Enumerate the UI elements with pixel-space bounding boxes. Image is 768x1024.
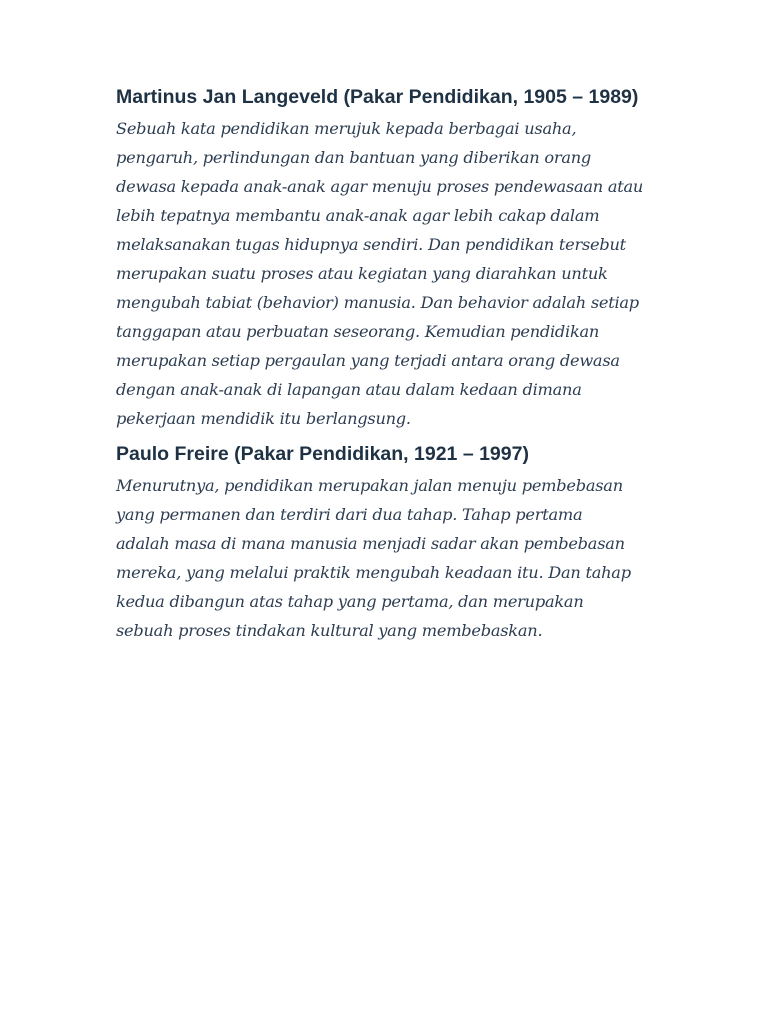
paragraph-line: pekerjaan mendidik itu berlangsung.: [116, 409, 411, 428]
section-heading: Martinus Jan Langeveld (Pakar Pendidikan, 1905 – 1989): [116, 86, 639, 108]
paragraph-line: dewasa kepada anak-anak agar menuju proses pendewasaan atau: [116, 177, 644, 196]
section-freire: [116, 441, 656, 645]
section-heading: Paulo Freire (Pakar Pendidikan, 1921 – 1997): [116, 443, 529, 465]
paragraph-line: mengubah tabiat (behavior) manusia. Dan behavior adalah setiap: [116, 293, 639, 312]
paragraph-line: lebih tepatnya membantu anak-anak agar lebih cakap dalam: [116, 206, 600, 225]
paragraph-line: Sebuah kata pendidikan merujuk kepada berbagai usaha,: [116, 119, 577, 138]
paragraph-line: mereka, yang melalui praktik mengubah keadaan itu. Dan tahap: [116, 563, 631, 582]
paragraph-line: melaksanakan tugas hidupnya sendiri. Dan pendidikan tersebut: [116, 235, 626, 254]
paragraph-line: kedua dibangun atas tahap yang pertama, dan merupakan: [116, 592, 584, 611]
paragraph-line: adalah masa di mana manusia menjadi sadar akan pembebasan: [116, 534, 625, 553]
document-page: [116, 84, 656, 645]
section-langeveld: [116, 84, 656, 433]
paragraph-line: yang permanen dan terdiri dari dua tahap. Tahap pertama: [116, 505, 583, 524]
paragraph-line: sebuah proses tindakan kultural yang membebaskan.: [116, 621, 543, 640]
section-paragraph: [116, 471, 656, 645]
paragraph-line: Menurutnya, pendidikan merupakan jalan menuju pembebasan: [116, 476, 623, 495]
paragraph-line: pengaruh, perlindungan dan bantuan yang diberikan orang: [116, 148, 592, 167]
paragraph-line: tanggapan atau perbuatan seseorang. Kemudian pendidikan: [116, 322, 600, 341]
paragraph-line: merupakan setiap pergaulan yang terjadi antara orang dewasa: [116, 351, 620, 370]
paragraph-line: dengan anak-anak di lapangan atau dalam kedaan dimana: [116, 380, 582, 399]
paragraph-line: merupakan suatu proses atau kegiatan yang diarahkan untuk: [116, 264, 608, 283]
section-paragraph: [116, 114, 656, 433]
